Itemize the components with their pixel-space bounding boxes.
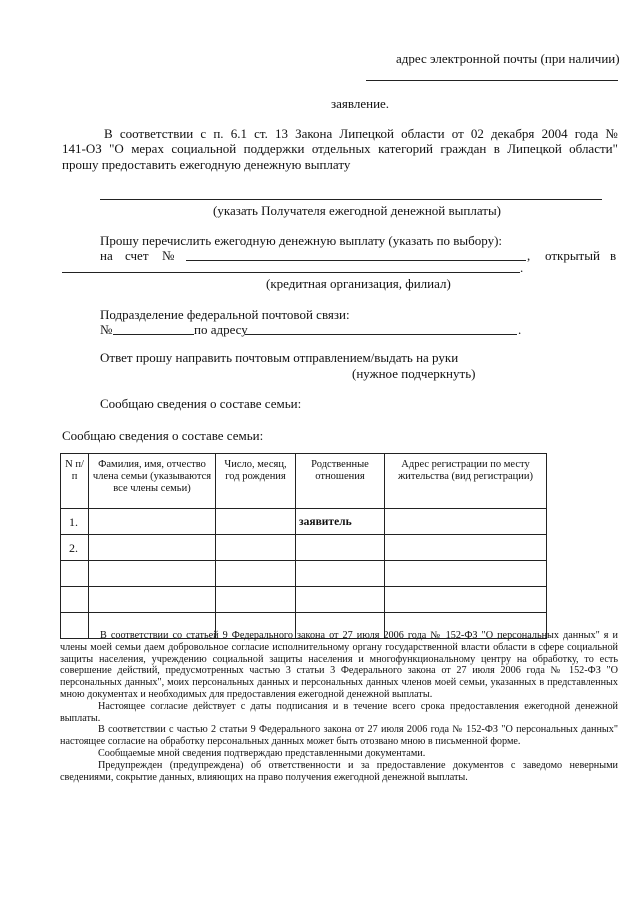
intro-word: в	[493, 141, 500, 156]
intro-word: Закона	[295, 126, 333, 141]
consent-paragraph-5: Предупрежден (предупреждена) об ответственности и за предоставление документов с заведомо неверными сведениями, сокрытие данных, влияющих на право получения ежегодной денежной выплаты.	[60, 759, 618, 783]
bank-end-dot: .	[520, 260, 524, 275]
intro-word: с	[200, 126, 207, 141]
table-cell[interactable]	[385, 587, 547, 613]
family-heading-1: Сообщаю сведения о составе семьи:	[100, 396, 302, 411]
table-header-row	[61, 454, 547, 509]
table-cell[interactable]	[61, 587, 89, 613]
bank-caption: (кредитная организация, филиал)	[266, 276, 451, 291]
table-cell[interactable]	[385, 561, 547, 587]
table-row	[61, 587, 547, 613]
post-address-label: по адресу	[194, 322, 248, 337]
opened-label: открытый	[545, 248, 600, 263]
table-cell[interactable]	[296, 587, 385, 613]
intro-word: категорий	[378, 141, 433, 156]
intro-word: области"	[569, 141, 618, 156]
account-number-line[interactable]	[186, 260, 526, 261]
email-line[interactable]	[366, 80, 618, 81]
table-cell[interactable]	[296, 535, 385, 561]
intro-word: 2004	[541, 126, 568, 141]
table-cell[interactable]	[89, 509, 216, 535]
table-cell[interactable]	[216, 509, 296, 535]
bank-line[interactable]	[62, 272, 520, 273]
table-cell[interactable]	[61, 561, 89, 587]
table-header-cell: Родственные отношения	[296, 454, 385, 509]
intro-word: п.	[213, 126, 224, 141]
post-end-mark: .	[518, 322, 522, 337]
account-label	[100, 248, 113, 264]
email-label: адрес электронной почты (при наличии)	[396, 51, 620, 66]
table-cell[interactable]	[385, 535, 547, 561]
intro-word: мерах	[131, 141, 164, 156]
account-comma: ,	[527, 248, 531, 263]
table-header-cell: N п/п	[61, 454, 89, 509]
consent-paragraph-3: В соответствии с частью 2 статьи 9 Федерального закона от 27 июля 2006 года № 152-ФЗ "О персональных данных" настоящее согласие на обработку персональных данных может быть отозвано мною в письменной форме.	[60, 724, 618, 748]
consent-paragraph-2: Настоящее согласие действует с даты подписания и в течение всего срока предоставления ежегодной денежной выплаты.	[60, 700, 618, 724]
opened-label-in: в	[610, 248, 617, 263]
table-cell[interactable]	[89, 561, 216, 587]
intro-word: социальной	[171, 141, 237, 156]
table-cell: 1.	[61, 509, 89, 535]
table-cell[interactable]	[89, 535, 216, 561]
intro-word: года	[574, 126, 599, 141]
account-label-2: счет	[125, 248, 149, 263]
intro-line-3: прошу предоставить ежегодную денежную выплату	[62, 157, 351, 172]
table-cell[interactable]	[216, 587, 296, 613]
intro-word: соответствии	[119, 126, 194, 141]
account-label-3: №	[162, 248, 175, 263]
intro-word: декабря	[491, 126, 535, 141]
intro-word: 13	[274, 126, 288, 141]
post-number-label: №	[100, 322, 113, 337]
table-header-cell: Число, месяц, год рождения	[216, 454, 296, 509]
account-label-1: на	[100, 248, 113, 263]
post-address-line[interactable]	[245, 334, 517, 335]
intro-word: Липецкой	[339, 126, 394, 141]
table-header-cell: Фамилия, имя, отчество члена семьи (указываются все члены семьи)	[89, 454, 216, 509]
intro-line-2	[62, 141, 618, 157]
table-row	[61, 535, 547, 561]
intro-word: "О	[109, 141, 124, 156]
consent-paragraph-1: В соответствии со статьей 9 Федерального закона от 27 июля 2006 года № 152-ФЗ "О персональных данных" я и члены моей семьи даем добровольное согласие исполнительному органу государственной власти области в сфере социальной защиты населения, учреждению социальной защиты населения и многофункциональному центру на обработку, то есть совершение действий, предусмотренных частью 3 статьи 3 Федерального закона от 27 июля 2006 года № 152-ФЗ "О персональных данных", моих персональных данных и персональных данных членов моей семьи, указанных в представленных мною документах и необходимых для предоставления ежегодной денежной выплаты.	[60, 630, 618, 700]
intro-word: 141-ОЗ	[62, 141, 102, 156]
intro-word: отдельных	[311, 141, 371, 156]
table-cell: 2.	[61, 535, 89, 561]
transfer-line-1: Прошу перечислить ежегодную денежную выплату (указать по выбору):	[100, 233, 503, 248]
recipient-line[interactable]	[100, 199, 602, 200]
table-cell[interactable]	[296, 561, 385, 587]
table-cell[interactable]	[216, 535, 296, 561]
intro-word: поддержки	[243, 141, 305, 156]
table-cell: заявитель	[296, 509, 385, 535]
answer-caption: (нужное подчеркнуть)	[352, 366, 476, 381]
post-number-line[interactable]	[113, 334, 194, 335]
intro-word: 02	[470, 126, 484, 141]
table-cell[interactable]	[385, 509, 547, 535]
document-title: заявление.	[331, 96, 390, 111]
intro-word: Липецкой	[507, 141, 562, 156]
recipient-caption: (указать Получателя ежегодной денежной выплаты)	[213, 203, 502, 218]
table-row	[61, 509, 547, 535]
family-heading-2: Сообщаю сведения о составе семьи:	[62, 428, 264, 443]
table-cell[interactable]	[89, 587, 216, 613]
intro-word: 6.1	[230, 126, 247, 141]
intro-line-1	[104, 126, 618, 142]
intro-word: от	[451, 126, 464, 141]
consent-block	[60, 630, 618, 783]
intro-word: В	[104, 126, 113, 141]
answer-line-1: Ответ прошу направить почтовым отправлением/выдать на руки	[100, 350, 459, 365]
intro-word: области	[401, 126, 445, 141]
table-header-cell: Адрес регистрации по месту жительства (вид регистрации)	[385, 454, 547, 509]
intro-word: ст.	[254, 126, 268, 141]
family-table	[60, 453, 547, 639]
intro-word: №	[605, 126, 618, 141]
table-row	[61, 561, 547, 587]
post-line-1: Подразделение федеральной почтовой связи:	[100, 307, 350, 322]
table-cell[interactable]	[216, 561, 296, 587]
consent-paragraph-4: Сообщаемые мной сведения подтверждаю представленными документами.	[98, 747, 426, 759]
intro-word: граждан	[440, 141, 487, 156]
